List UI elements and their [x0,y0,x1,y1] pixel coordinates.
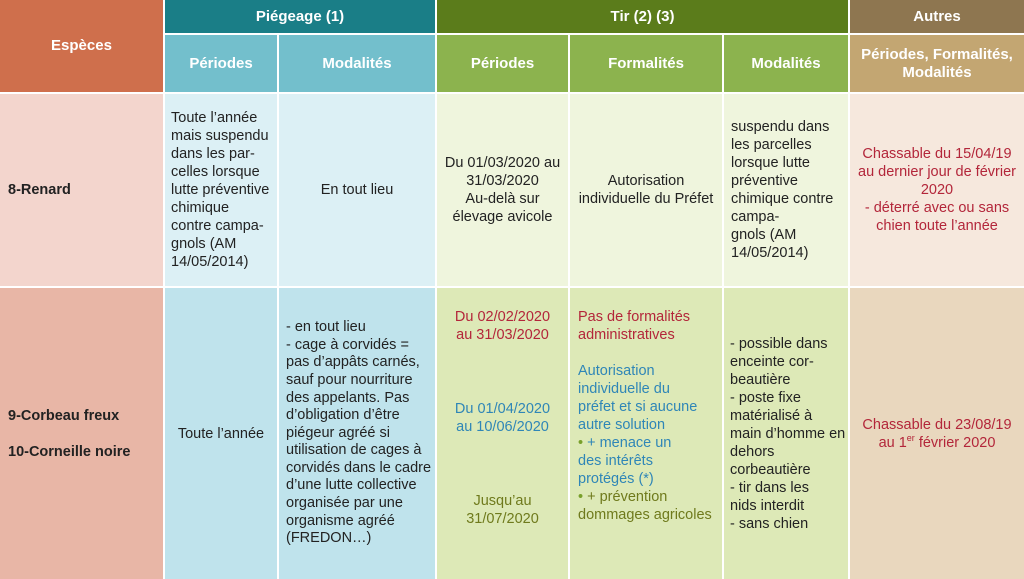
corbeau-tm-line: main d’homme en [730,425,846,442]
renard-pp-line: contre campa- [171,218,264,234]
renard-tir-periodes [437,94,568,286]
corbeau-espece-2: 10-Corneille noire [8,443,131,460]
renard-pp-line: dans les par- [171,146,255,162]
corbeau-tp-olive-line: Jusqu’au [473,493,532,509]
renard-tf-line: Autorisation [607,173,685,189]
renard-pp-line: lutte préventive [171,182,270,198]
corbeau-autres [850,288,1024,579]
corbeau-tp-blue-line: au 10/06/2020 [456,419,549,435]
renard-autres-line: chien toute l’année [876,218,998,234]
subheader-piegeage-periodes-label: Périodes [189,54,253,72]
corbeau-tf-olive-text: + prévention [587,489,668,505]
renard-tm-line: les parcelles [731,137,812,153]
corbeau-pm-line: sauf pour nourriture [286,371,413,388]
corbeau-tf-olive-line: dommages agricoles [578,507,712,523]
renard-tm-line: chimique contre [731,191,834,207]
renard-tm-line: lorsque lutte [731,155,810,171]
corbeau-pm-line: d’obligation d’être [286,407,400,424]
corbeau-pm-line: organisée par une [286,495,403,512]
corbeau-tm-line: beautière [730,371,791,388]
corbeau-tf-blue-line: individuelle du [578,381,670,397]
renard-pp-line: 14/05/2014) [171,254,249,270]
corbeau-pm-line: piégeur agréé si [286,424,390,441]
corbeau-pm-line: utilisation de cages à [286,442,422,459]
header-autres [850,0,1024,33]
subheader-tir-formalites [570,35,722,92]
subheader-tir-periodes-label: Périodes [470,54,535,72]
corbeau-tm-line: - tir dans les [730,479,809,496]
corbeau-pm-line: organisme agréé [286,512,395,529]
corbeau-tf-blue2-line: des intérêts [578,453,653,469]
subheader-autres-line-1: Périodes, Formalités, [861,45,1013,63]
renard-espece-label: 8-Renard [8,182,71,198]
header-tir-label: Tir (2) (3) [610,7,675,25]
corbeau-tm-line: matérialisé à [730,407,813,424]
corbeau-pm-line: des appelants. Pas [286,389,410,406]
corbeau-tir-modalites [724,288,848,579]
renard-pm-text: En tout lieu [320,182,394,198]
renard-espece [0,94,163,286]
header-piegeage [165,0,435,33]
corbeau-pm-line: corvidés dans le cadre [286,459,432,476]
subheader-tir-modalites-label: Modalités [751,54,821,72]
header-piegeage-label: Piégeage (1) [255,7,345,25]
subheader-autres-line-2: Modalités [902,63,972,81]
corbeau-pp-text: Toute l’année [177,425,265,442]
corbeau-tm-line: enceinte cor- [730,353,814,370]
renard-autres [850,94,1024,286]
corbeau-tm-line: - possible dans [730,335,828,352]
renard-autres-line: au dernier jour de février [858,164,1016,180]
renard-tp-line: Du 01/03/2020 au [444,155,561,171]
corbeau-tp-red-line: au 31/03/2020 [456,327,549,343]
corbeau-tir-periodes [437,288,568,579]
renard-tp-line: Au-delà sur [465,191,540,207]
corbeau-tf-red-line: Pas de formalités [578,309,691,325]
renard-piegeage-periodes [165,94,277,286]
renard-tir-modalites [724,94,848,286]
corbeau-tm-line: corbeautière [730,461,811,478]
renard-autres-line: 2020 [920,182,954,198]
header-tir [437,0,848,33]
corbeau-autres-line-1: Chassable du 23/08/19 [862,416,1012,433]
corbeau-pm-line: (FREDON…) [286,530,372,547]
renard-tir-formalites [570,94,722,286]
header-especes [0,0,163,92]
renard-autres-line: Chassable du 15/04/19 [862,146,1012,162]
corbeau-piegeage-periodes [165,288,277,579]
corbeau-pm-line: - cage à corvidés = [286,336,409,353]
corbeau-piegeage-modalites [279,288,435,579]
bullet-icon: • [578,489,584,505]
header-especes-label: Espèces [51,37,112,54]
renard-pp-line: gnols (AM [171,236,237,252]
corbeau-espece [0,288,163,579]
corbeau-autres-post: février 2020 [914,434,996,451]
corbeau-tir-formalites [570,288,722,579]
corbeau-tm-line: dehors [730,443,775,460]
corbeau-tp-red-line: Du 02/02/2020 [454,309,551,325]
renard-autres-line: - déterré avec ou sans [864,200,1010,216]
renard-tm-line: campa- [731,209,780,225]
corbeau-espece-1: 9-Corbeau freux [8,407,120,424]
corbeau-pm-line: - en tout lieu [286,319,366,336]
renard-tp-line: 31/03/2020 [466,173,539,189]
corbeau-pm-line: d’une lutte collective [286,477,417,494]
renard-pp-line: Toute l’année [171,110,258,126]
renard-tm-line: gnols (AM [731,227,797,243]
corbeau-autres-line-2 [879,434,996,452]
corbeau-tp-blue-line: Du 01/04/2020 [454,401,551,417]
subheader-piegeage-modalites-label: Modalités [322,54,392,72]
subheader-piegeage-periodes [165,35,277,92]
subheader-autres [850,35,1024,92]
corbeau-autres-sup: er [906,432,915,443]
header-autres-label: Autres [913,7,961,25]
renard-pp-line: mais suspendu [171,128,269,144]
corbeau-tf-blue-line: autre solution [578,417,666,433]
corbeau-tf-blue-line: Autorisation [578,363,655,379]
corbeau-tf-red-line: administratives [578,327,675,343]
corbeau-tf-blue-line: préfet et si aucune [578,399,698,415]
renard-tm-line: préventive [731,173,798,189]
corbeau-tp-olive-line: 31/07/2020 [466,511,539,527]
corbeau-autres-pre: au 1 [878,434,907,451]
renard-pp-line: celles lorsque [171,164,260,180]
corbeau-tf-blue2-line: + menace un [587,435,672,451]
renard-tf-line: individuelle du Préfet [578,191,714,207]
subheader-tir-periodes [437,35,568,92]
corbeau-tm-line: - sans chien [730,515,809,532]
subheader-piegeage-modalites [279,35,435,92]
bullet-icon: • [578,435,584,451]
corbeau-tf-olive-line [578,488,667,506]
renard-tp-line: élevage avicole [452,209,553,225]
renard-pp-line: chimique [171,200,230,216]
corbeau-tm-line: - poste fixe [730,389,801,406]
subheader-tir-modalites [724,35,848,92]
renard-tm-line: 14/05/2014) [731,245,809,261]
corbeau-tf-blue2-line: protégés (*) [578,471,654,487]
renard-tm-line: suspendu dans [731,119,830,135]
corbeau-tf-blue-line [578,434,671,452]
renard-piegeage-modalites [279,94,435,286]
corbeau-pm-line: pas d’appâts carnés, [286,354,420,371]
subheader-tir-formalites-label: Formalités [608,54,684,72]
corbeau-tm-line: nids interdit [730,497,805,514]
